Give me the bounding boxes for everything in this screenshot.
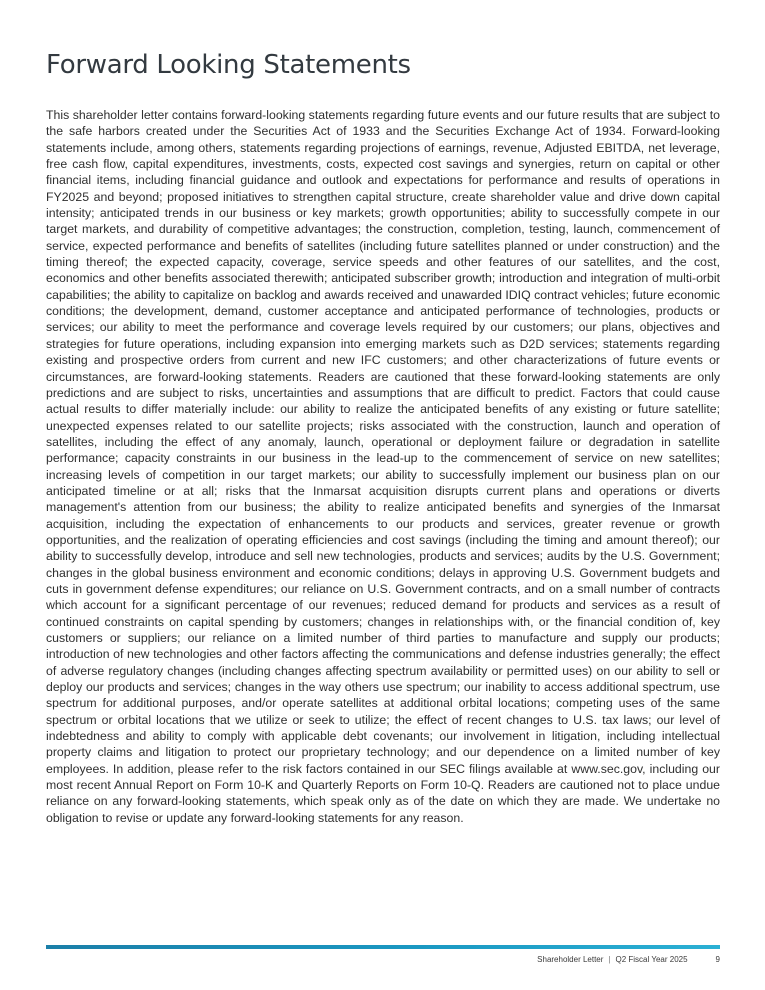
page-title: Forward Looking Statements [46,50,411,80]
page-footer [46,955,720,969]
footer-divider [46,945,720,949]
footer-period: Q2 Fiscal Year 2025 [615,955,688,964]
footer-document-name: Shareholder Letter [537,955,604,964]
forward-looking-statements-body: This shareholder letter contains forward-looking statements regarding future events and our future results that are subject to the safe harbors created under the Securities Act of 1933 and the Securities Exchange Act of 1934. Forward-looking statements include, among others, statements regarding projections of earnings, revenue, Adjusted EBITDA, net leverage, free cash flow, capital expenditures, investments, costs, expected cost savings and synergies, return on capital or other financial items, including financial guidance and outlook and expectations for performance and results of operations in FY2025 and beyond; proposed initiatives to strengthen capital structure, create shareholder value and drive down capital intensity; anticipated trends in our business or key markets; growth opportunities; ability to successfully compete in our target markets, and durability of competitive advantages; the construction, completion, testing, launch, commencement of service, expected performance and benefits of satellites (including future satellites planned or under construction) and the timing thereof; the expected capacity, coverage, service speeds and other features of our satellites, and the cost, economics and other benefits associated therewith; anticipated subscriber growth; introduction and integration of multi-orbit capabilities; the ability to capitalize on backlog and awards received and unawarded IDIQ contract vehicles; future economic conditions; the development, demand, customer acceptance and anticipated performance of technologies, products or services; our ability to meet the performance and coverage levels required by our customers; our plans, objectives and strategies for future operations, including expansion into emerging markets such as D2D services; statements regarding existing and prospective orders from current and new IFC customers; and other characterizations of future events or circumstances, are forward-looking statements. Readers are cautioned that these forward-looking statements are only predictions and are subject to risks, uncertainties and assumptions that are difficult to predict. Factors that could cause actual results to differ materially include: our ability to realize the anticipated benefits of any existing or future satellite; unexpected expenses related to our satellite projects; risks associated with the construction, launch and operation of satellites, including the effect of any anomaly, launch, operational or deployment failure or degradation in satellite performance; capacity constraints in our business in the lead-up to the commencement of service on new satellites; increasing levels of competition in our target markets; our ability to successfully implement our business plan on our anticipated timeline or at all; risks that the Inmarsat acquisition disrupts current plans and operations or diverts management's attention from our business; the ability to realize anticipated benefits and synergies of the Inmarsat acquisition, including the expectation of enhancements to our products and services, greater revenue or growth opportunities, and the realization of operating efficiencies and cost savings (including the timing and amount thereof); our ability to successfully develop, introduce and sell new technologies, products and services; audits by the U.S. Government; changes in the global business environment and economic conditions; delays in approving U.S. Government budgets and cuts in government defense expenditures; our reliance on U.S. Government contracts, and on a small number of contracts which account for a significant percentage of our revenues; reduced demand for products and services as a result of continued constraints on capital spending by customers; changes in relationships with, or the financial condition of, key customers or suppliers; our reliance on a limited number of third parties to manufacture and supply our products; introduction of new technologies and other factors affecting the communications and defense industries generally; the effect of adverse regulatory changes (including changes affecting spectrum availability or permitted uses) on our ability to sell or deploy our products and services; changes in the way others use spectrum; our inability to access additional spectrum, use spectrum for additional purposes, and/or operate satellites at additional orbital locations; competing uses of the same spectrum or orbital locations that we utilize or seek to utilize; the effect of recent changes to U.S. tax laws; our level of indebtedness and ability to comply with applicable debt covenants; our involvement in litigation, including intellectual property claims and litigation to protect our proprietary technology; and our dependence on a limited number of key employees. In addition, please refer to the risk factors contained in our SEC filings available at www.sec.gov, including our most recent Annual Report on Form 10-K and Quarterly Reports on Form 10-Q. Readers are cautioned not to place undue reliance on any forward-looking statements, which speak only as of the date on which they are made. We undertake no obligation to revise or update any forward-looking statements for any reason. [46,108,720,825]
page-number: 9 [715,955,720,964]
footer-separator: | [608,955,611,964]
